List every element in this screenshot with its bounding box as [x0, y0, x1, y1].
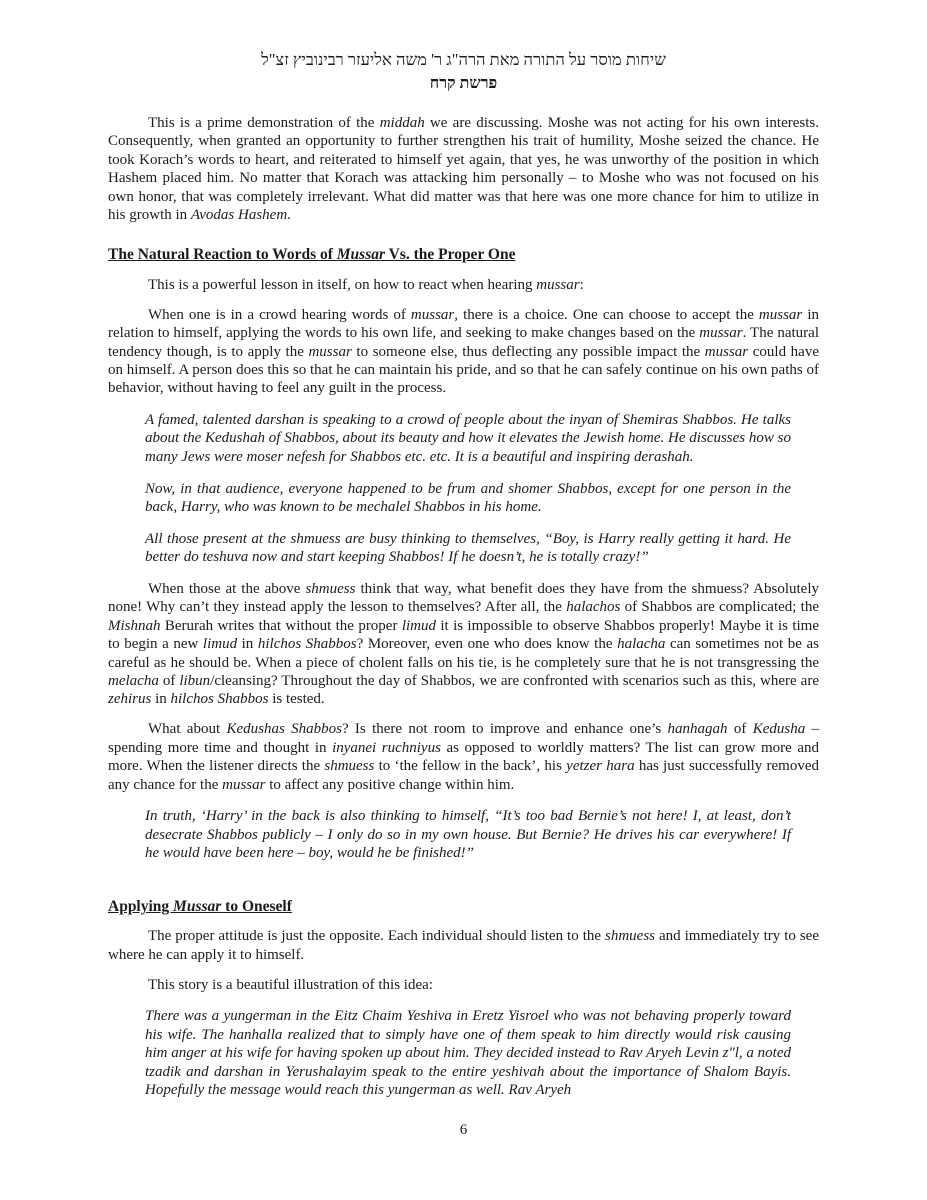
hebrew-title: שיחות מוסר על התורה מאת הרה"ג ר' משה אליעזר רבינוביץ זצ"ל	[261, 50, 666, 69]
body-paragraph	[108, 927, 819, 964]
italic-term: hilchos Shabbos	[257, 636, 357, 653]
section-heading	[108, 245, 819, 264]
text-run: , there is a choice. One can choose to accept the	[454, 306, 759, 323]
text-run: of Shabbos are complicated; the	[620, 599, 820, 616]
italic-term: limud	[202, 636, 238, 653]
italic-term: Mussar	[336, 246, 386, 264]
italic-term: mussar	[699, 325, 743, 342]
text-run: ? Is there not room to improve and enhance one’s	[341, 721, 668, 738]
italic-term: Kedushas Shabbos	[226, 721, 342, 738]
text-run: This story is a beautiful illustration of this idea:	[148, 976, 433, 993]
quote-block	[145, 807, 791, 863]
italic-term: mussar	[410, 306, 455, 323]
hebrew-subtitle-parsha: פרשת קרח	[429, 75, 498, 92]
text-run: /cleansing? Throughout the day of Shabbos, we are confronted with scenarios such as this, where are	[210, 673, 819, 690]
body-paragraph	[108, 580, 819, 709]
italic-term: mussar	[222, 776, 266, 793]
body-paragraph	[108, 720, 819, 794]
body-paragraph	[108, 276, 819, 294]
italic-term: mussar	[758, 306, 803, 323]
text-run: in	[237, 636, 258, 653]
italic-term: Mussar	[173, 897, 222, 915]
text-run: and immediately try to see where he can apply it to himself.	[108, 928, 819, 963]
text-run: is tested.	[268, 691, 325, 708]
italic-term: halachos	[566, 599, 621, 616]
text-run: .	[287, 207, 291, 224]
italic-term: Mishnah	[108, 617, 161, 634]
italic-term: shmuess	[324, 758, 375, 775]
text-run: in	[151, 691, 171, 708]
italic-term: hanhagah	[667, 721, 728, 738]
italic-term: zehirus	[108, 691, 152, 708]
text-run: as opposed to worldly matters? The list can grow more and more. When the listener directs the	[108, 739, 820, 775]
text-run: – spending more time and thought in	[108, 721, 820, 756]
italic-term: mussar	[308, 343, 352, 360]
italic-term: limud	[401, 617, 436, 634]
text-run: What about	[148, 721, 227, 738]
quote-block	[145, 1007, 791, 1100]
text-run: could have on himself. A person does this so that he can maintain his pride, and so that he can safely continue on his own paths of behavior, without having to feel any guilt in the process.	[108, 343, 819, 397]
text-run: of	[158, 673, 180, 690]
text-run: of	[727, 721, 753, 738]
text-run: The Natural Reaction to Words of	[108, 246, 337, 264]
text-run: This is a prime demonstration of the	[148, 115, 380, 131]
italic-term: inyanei ruchniyus	[332, 739, 441, 756]
text-run: . The natural tendency though, is to apply the	[108, 325, 819, 360]
body-paragraph	[108, 114, 819, 224]
text-run: Applying	[108, 897, 174, 915]
page-header	[108, 50, 819, 93]
quote-block	[145, 530, 791, 567]
text-run: to someone else, thus deflecting any possible impact the	[351, 343, 705, 360]
text-run: Vs. the Proper One	[385, 246, 516, 264]
quote-block	[145, 480, 791, 517]
quote-block	[145, 411, 791, 467]
text-run: to Oneself	[221, 897, 292, 915]
text-run: Berurah writes that without the proper	[160, 617, 402, 634]
italic-term: libun	[179, 673, 211, 690]
italic-term: Avodas Hashem	[190, 207, 288, 224]
body-paragraph	[108, 306, 819, 398]
text-run: to ‘the fellow in the back’, his	[374, 758, 567, 775]
text-run: This is a powerful lesson in itself, on how to react when hearing	[148, 276, 537, 293]
italic-term: melacha	[108, 673, 159, 690]
italic-term: hilchos Shabbos	[170, 691, 269, 708]
text-run: All those present at the shmuess are busy thinking to themselves, “Boy, is Harry really getting it hard. He better do teshuva now and start keeping Shabbos! If he doesn’t, he is totally crazy!”	[145, 530, 791, 566]
text-run: has just successfully removed any chance for the	[108, 758, 820, 793]
page-number: 6	[459, 1122, 468, 1138]
italic-term: middah	[379, 115, 425, 131]
italic-term: shmuess	[605, 928, 656, 945]
italic-term: mussar	[704, 343, 749, 360]
text-run: A famed, talented darshan is speaking to a crowd of people about the inyan of Shemiras Shabbos. He talks about the Kedushah of Shabbos, about its beauty and how it elevates the Jewish home. He discusses how so many Jews were moser nefesh for Shabbos etc. etc. It is a beautiful and inspiring derashah.	[145, 411, 791, 466]
text-run: ? Moreover, even one who does know the	[356, 636, 618, 653]
document-body	[108, 114, 819, 1100]
italic-term: yetzer hara	[566, 758, 635, 775]
text-run: When those at the above	[148, 581, 306, 598]
italic-term: Kedusha	[752, 721, 806, 738]
text-run: The proper attitude is just the opposite. Each individual should listen to the	[148, 928, 605, 945]
text-run: can sometimes not be as careful as he should be. When a piece of cholent falls on his tie, is he completely sure that he is not transgressing the	[108, 636, 820, 671]
text-run: to affect any positive change within him.	[265, 776, 515, 793]
italic-term: shmuess	[305, 581, 356, 598]
text-run: in relation to himself, applying the words to his own life, and seeking to make changes based on the	[108, 306, 820, 342]
italic-term: halacha	[617, 636, 666, 653]
text-run: think that way, what benefit does they have from the shmuess? Absolutely none! Why can’t they instead apply the lesson to themselves? After all, the	[108, 581, 819, 616]
section-heading	[108, 897, 819, 916]
text-run: Now, in that audience, everyone happened to be frum and shomer Shabbos, except for one person in the back, Harry, who was known to be mechalel Shabbos in his home.	[145, 480, 791, 516]
text-run: There was a yungerman in the Eitz Chaim Yeshiva in Eretz Yisroel who was not behaving properly toward his wife. The hanhalla realized that to simply have one of them speak to him directly would risk causing him anger at his wife for having spoken up about him. They decided instead to Rav Aryeh Levin z"l, a noted tzadik and darshan in Yerushalayim speak to the entire yeshivah about the importance of Shalom Bayis. Hopefully the message would reach this yungerman as well. Rav Aryeh	[145, 1008, 791, 1099]
body-paragraph	[108, 976, 819, 994]
text-run: it is impossible to observe Shabbos properly! Maybe it is time to begin a new	[108, 617, 819, 653]
text-run: we are discussing. Moshe was not acting for his own interests. Consequently, when granted an opportunity to further strengthen his trait of humility, Moshe seized the chance. He took Korach’s words to heart, and reiterated to himself yet again, that yes, he was unworthy of the position in which Hashem placed him. No matter that Korach was attacking him personally – to Moshe who was not focused on his own honor, that was completely irrelevant. What did matter was that here was one more chance for him to utilize in his growth in	[108, 115, 819, 224]
italic-term: mussar	[536, 276, 580, 293]
text-run: In truth, ‘Harry’ in the back is also thinking to himself, “It’s too bad Bernie’s not here! I, at least, don’t desecrate Shabbos publicly – I only do so in my own house. But Bernie? He drives his car everywhere! If he would have been here – boy, would he be finished!”	[145, 808, 791, 862]
text-run: When one is in a crowd hearing words of	[148, 306, 411, 323]
text-run: :	[579, 276, 584, 293]
